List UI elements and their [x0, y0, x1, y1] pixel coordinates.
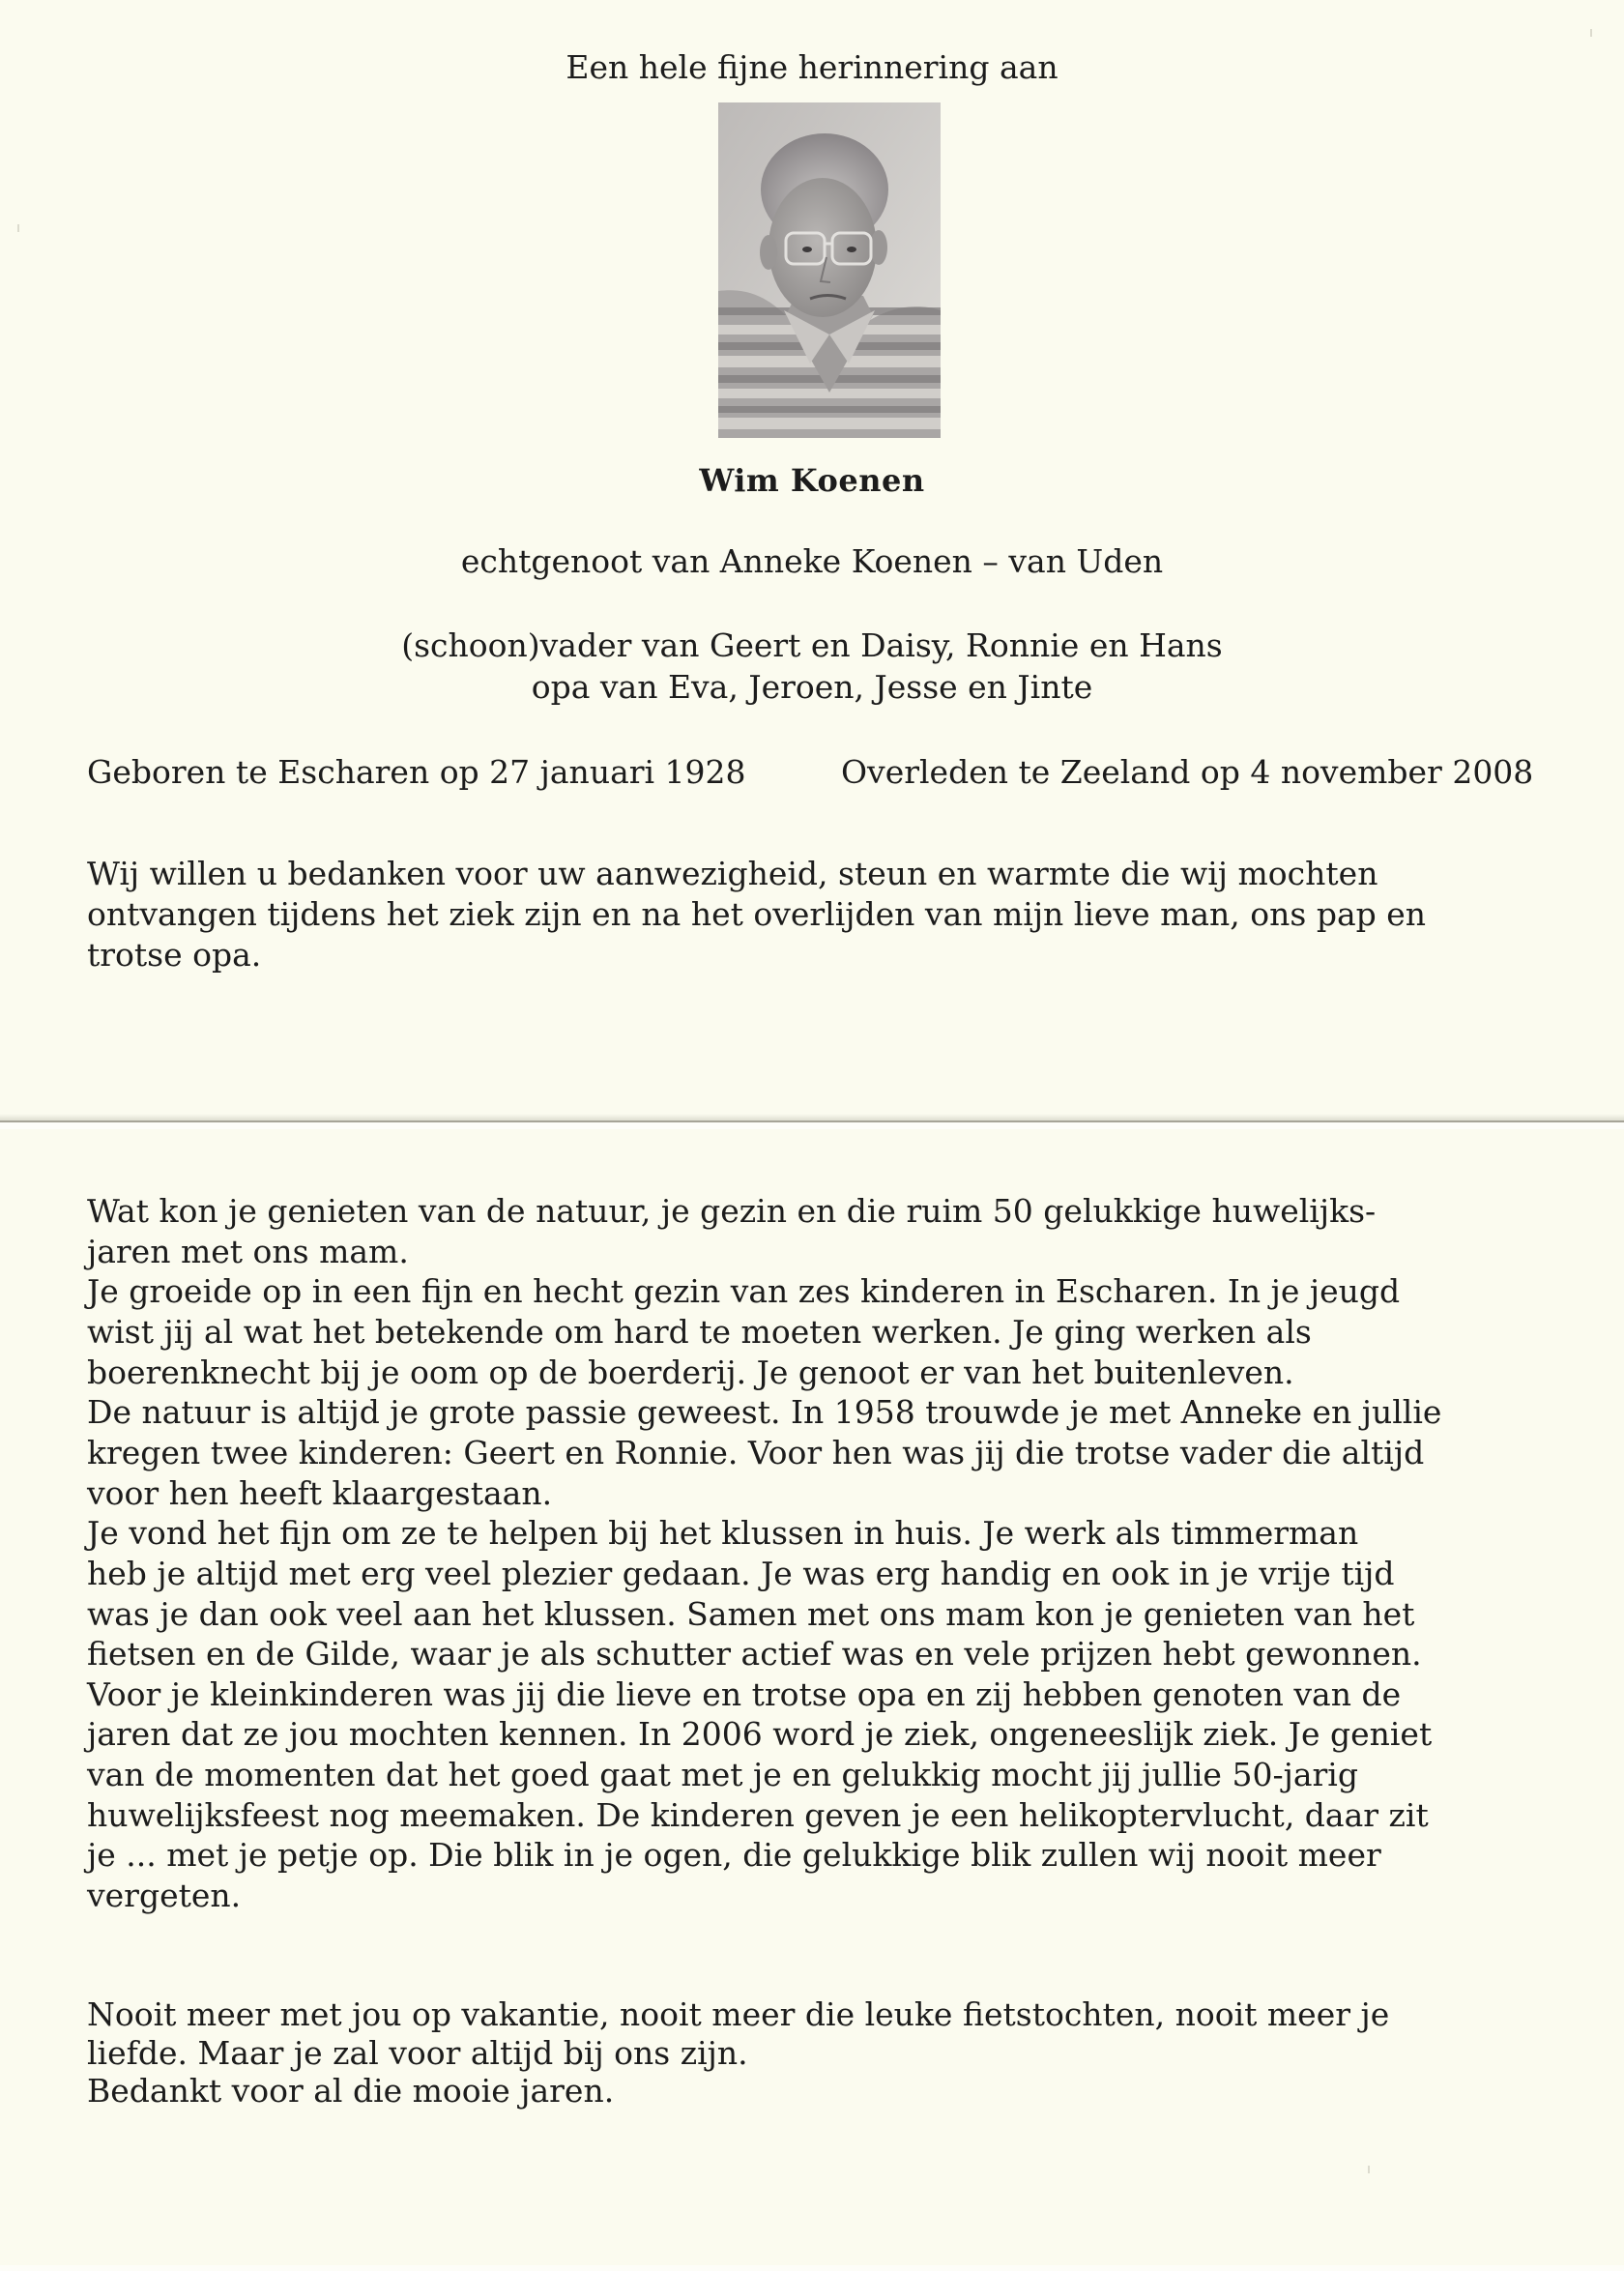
story-line: vergeten.: [87, 1877, 242, 1915]
thanks-line: trotse opa.: [87, 936, 262, 974]
grandchildren-line: opa van Eva, Jeroen, Jesse en Jinte: [531, 668, 1093, 706]
story-line: Voor je kleinkinderen was jij die lieve en trotse opa en zij hebben genoten van de: [87, 1674, 1402, 1713]
death-info: Overleden te Zeeland op 4 november 2008: [841, 753, 1534, 791]
story-line: boerenknecht bij je oom op de boerderij. Je genoot er van het buitenleven.: [87, 1353, 1294, 1391]
birth-info: Geboren te Escharen op 27 januari 1928: [87, 753, 746, 791]
story-line: voor hen heeft klaargestaan.: [87, 1473, 553, 1512]
story-line: Je groeide op in een fijn en hecht gezin van zes kinderen in Escharen. In je jeugd: [87, 1272, 1401, 1311]
paper-speck: [17, 224, 19, 232]
closing-line: Bedankt voor al die mooie jaren.: [87, 2072, 615, 2110]
story-line: kregen twee kinderen: Geert en Ronnie. Voor hen was jij die trotse vader die altijd: [87, 1433, 1425, 1471]
portrait-photo-icon: [718, 102, 941, 438]
thanks-line: ontvangen tijdens het ziek zijn en na het overlijden van mijn lieve man, ons pap en: [87, 895, 1427, 933]
story-line: Wat kon je genieten van de natuur, je gezin en die ruim 50 gelukkige huwelijks-: [87, 1192, 1377, 1230]
story-line: fietsen en de Gilde, waar je als schutter actief was en vele prijzen hebt gewonnen.: [87, 1635, 1422, 1674]
story-line: van de momenten dat het goed gaat met je en gelukkig mocht jij jullie 50-jarig: [87, 1756, 1358, 1794]
story-line: was je dan ook veel aan het klussen. Samen met ons mam kon je genieten van het: [87, 1594, 1415, 1633]
story-line: huwelijksfeest nog meemaken. De kinderen geven je een helikoptervlucht, daar zit: [87, 1795, 1429, 1834]
paper-fold-line: [0, 1114, 1624, 1129]
portrait-photo: [718, 102, 941, 438]
story-line: heb je altijd met erg veel plezier gedaan. Je was erg handig en ook in je vrije tijd: [87, 1554, 1395, 1592]
story-line: jaren met ons mam.: [87, 1232, 409, 1270]
thanks-line: Wij willen u bedanken voor uw aanwezigheid, steun en warmte die wij mochten: [87, 855, 1378, 892]
story-line: je ... met je petje op. Die blik in je ogen, die gelukkige blik zullen wij nooit meer: [87, 1836, 1381, 1875]
deceased-name: Wim Koenen: [699, 462, 925, 499]
paper-speck: [1590, 29, 1592, 37]
story-line: wist jij al wat het betekende om hard te moeten werken. Je ging werken als: [87, 1312, 1312, 1351]
story-line: jaren dat ze jou mochten kennen. In 2006 word je ziek, ongeneeslijk ziek. Je geniet: [87, 1715, 1433, 1754]
closing-line: Nooit meer met jou op vakantie, nooit meer die leuke fietstochten, nooit meer je: [87, 1995, 1390, 2033]
children-line: (schoon)vader van Geert en Daisy, Ronnie en Hans: [401, 626, 1223, 664]
story-line: De natuur is altijd je grote passie geweest. In 1958 trouwde je met Anneke en jullie: [87, 1393, 1442, 1432]
story-line: Je vond het fijn om ze te helpen bij het klussen in huis. Je werk als timmerman: [87, 1514, 1359, 1553]
card-heading: Een hele fijne herinnering aan: [566, 48, 1058, 86]
closing-line: liefde. Maar je zal voor altijd bij ons zijn.: [87, 2033, 748, 2072]
spouse-line: echtgenoot van Anneke Koenen – van Uden: [460, 542, 1164, 580]
scan-edge: [0, 2265, 1624, 2271]
paper-speck: [1368, 2166, 1370, 2173]
